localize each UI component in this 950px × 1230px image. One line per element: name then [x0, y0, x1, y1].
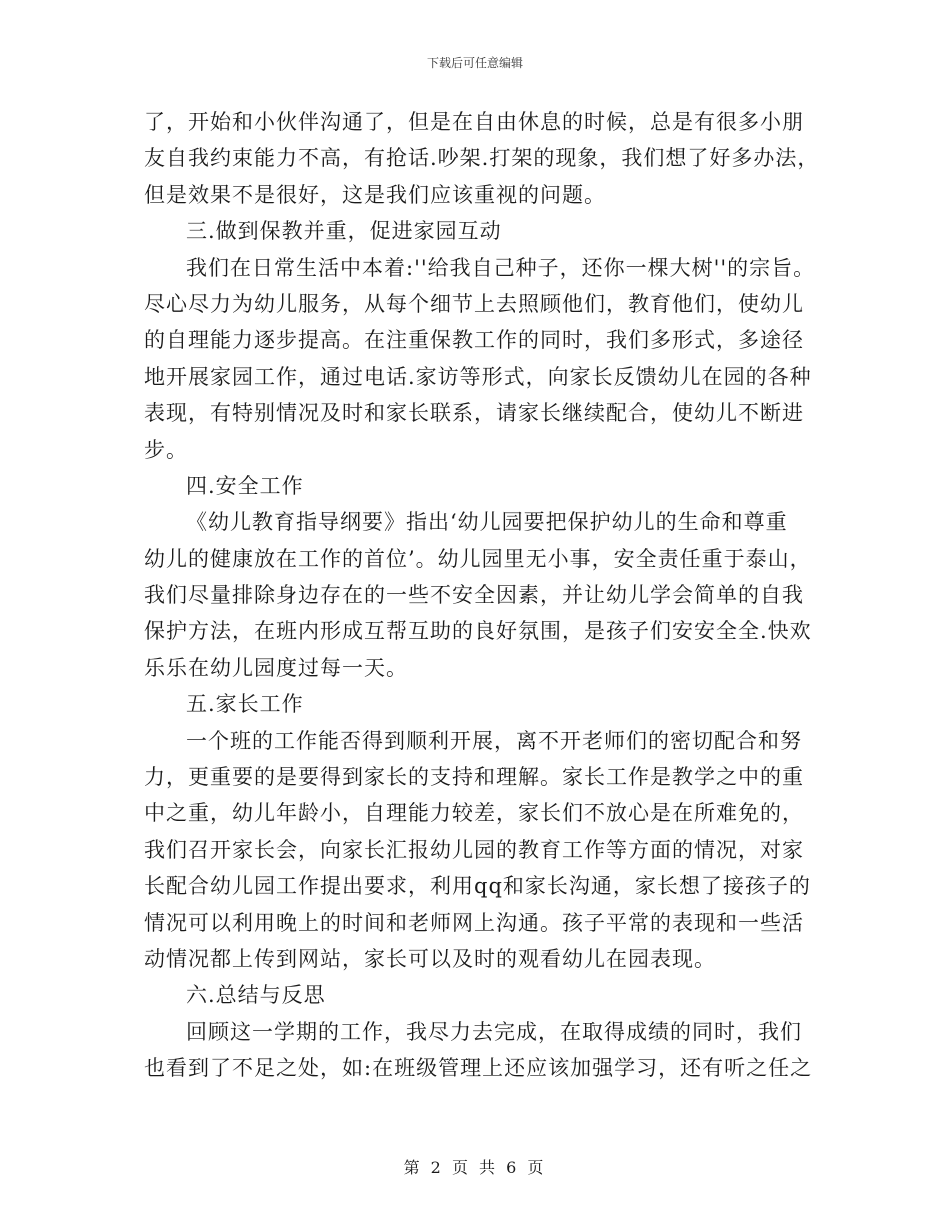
text-line: 回顾这一学期的工作，我尽力去完成，在取得成绩的同时，我们 [186, 1019, 802, 1044]
section-heading: 四.安全工作 [186, 473, 304, 498]
text-line: 乐乐在幼儿园度过每一天。 [144, 655, 408, 680]
text-line: 我们尽量排除身边存在的一些不安全因素，并让幼儿学会简单的自我 [144, 583, 804, 608]
page-footer: 第 2 页 共 6 页 [403, 1158, 547, 1177]
text-line: 了，开始和小伙伴沟通了，但是在自由休息的时候，总是有很多小朋 [144, 110, 804, 134]
section-heading: 六.总结与反思 [186, 983, 326, 1008]
text-line: 一个班的工作能否得到顺利开展，离不开老师们的密切配合和努 [186, 728, 802, 753]
text-line: 中之重，幼儿年龄小，自理能力较差，家长们不放心是在所难免的， [144, 801, 804, 826]
text-line: 动情况都上传到网站，家长可以及时的观看幼儿在园表现。 [144, 946, 716, 971]
text-line: 地开展家园工作，通过电话.家访等形式，向家长反馈幼儿在园的各种 [144, 364, 812, 389]
section-heading: 三.做到保教并重，促进家园互动 [186, 219, 502, 244]
text-line: 幼儿的健康放在工作的首位’。幼儿园里无小事，安全责任重于泰山， [144, 546, 812, 571]
text-line: 友自我约束能力不高，有抢话.吵架.打架的现象，我们想了好多办法， [144, 146, 820, 171]
text-line: 情况可以利用晚上的时间和老师网上沟通。孩子平常的表现和一些活 [144, 910, 804, 935]
text-line: 但是效果不是很好，这是我们应该重视的问题。 [144, 182, 606, 207]
text-line: 表现，有特别情况及时和家长联系，请家长继续配合，使幼儿不断进 [144, 401, 804, 426]
text-line: 长配合幼儿园工作提出要求，利用qq和家长沟通，家长想了接孩子的 [144, 874, 811, 899]
text-line: 也看到了不足之处，如:在班级管理上还应该加强学习，还有听之任之 [144, 1056, 813, 1081]
text-line: 的自理能力逐步提高。在注重保教工作的同时，我们多形式，多途径 [144, 328, 804, 353]
document-body [144, 104, 834, 1087]
text-line: 《幼儿教育指导纲要》指出‘幼儿园要把保护幼儿的生命和尊重 [186, 510, 788, 535]
text-line: 我们召开家长会，向家长汇报幼儿园的教育工作等方面的情况，对家 [144, 837, 804, 862]
text-line: 步。 [144, 437, 188, 462]
section-heading: 五.家长工作 [186, 692, 304, 717]
text-line: 力，更重要的是要得到家长的支持和理解。家长工作是教学之中的重 [144, 765, 804, 790]
text-line: 保护方法，在班内形成互帮互助的良好氛围，是孩子们安安全全.快欢 [144, 619, 812, 644]
text-line: 我们在日常生活中本着:''给我自己种子，还你一棵大树''的宗旨。 [186, 255, 816, 280]
page-header: 下载后可任意编辑 [426, 56, 523, 70]
text-line: 尽心尽力为幼儿服务，从每个细节上去照顾他们，教育他们，使幼儿 [144, 291, 804, 316]
